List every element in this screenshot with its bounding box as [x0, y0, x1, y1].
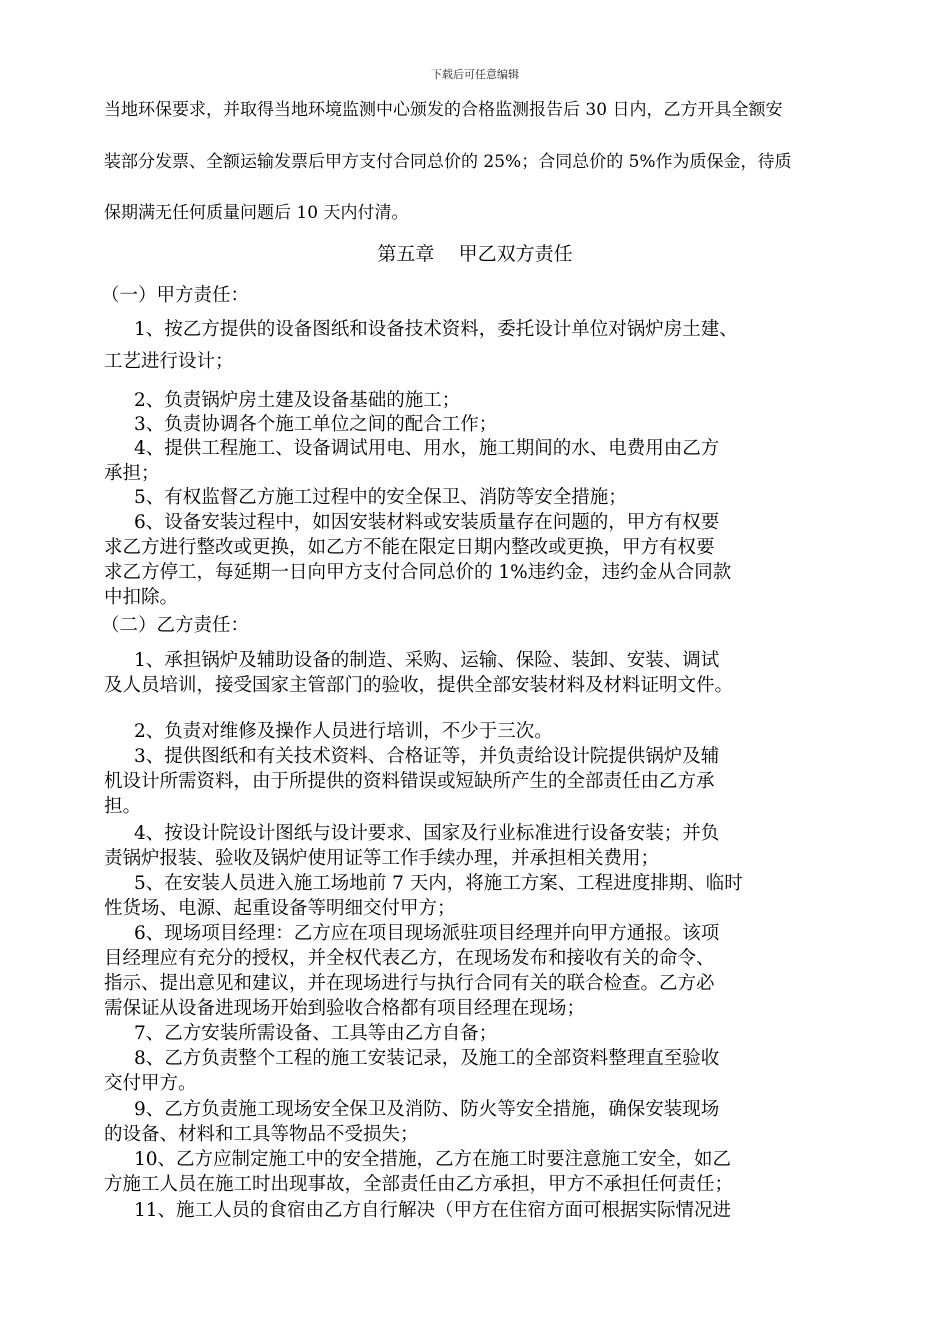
- clause-line: 6、设备安装过程中，如因安装材料或安装质量存在问题的，甲方有权要: [134, 512, 720, 533]
- section-heading: （一）甲方责任：: [101, 285, 250, 306]
- clause-line: 机设计所需资料，由于所提供的资料错误或短缺所产生的全部责任由乙方承: [104, 771, 715, 792]
- clause-line: 10、乙方应制定施工中的安全措施，乙方在施工时要注意施工安全，如乙: [134, 1149, 732, 1170]
- clause-line: 5、在安装人员进入施工场地前 7 天内，将施工方案、工程进度排期、临时: [134, 873, 743, 894]
- clause-line: 2、负责锅炉房土建及设备基础的施工；: [134, 390, 461, 411]
- section-heading: （二）乙方责任：: [101, 615, 250, 636]
- clause-line: 4、按设计院设计图纸与设计要求、国家及行业标准进行设备安装；并负: [134, 823, 720, 844]
- paragraph-line: 保期满无任何质量问题后 10 天内付清。: [104, 203, 409, 223]
- clause-line: 承担；: [104, 463, 160, 484]
- clause-line: 11、施工人员的食宿由乙方自行解决（甲方在住宿方面可根据实际情况进: [134, 1200, 732, 1221]
- clause-line: 目经理应有充分的授权，并全权代表乙方，在现场发布和接收有关的命令、: [104, 948, 715, 969]
- clause-line: 1、按乙方提供的设备图纸和设备技术资料，委托设计单位对锅炉房土建、: [134, 319, 738, 340]
- clause-line: 2、负责对维修及操作人员进行培训，不少于三次。: [134, 721, 553, 742]
- clause-line: 1、承担锅炉及辅助设备的制造、采购、运输、保险、装卸、安装、调试: [134, 650, 720, 671]
- clause-line: 交付甲方。: [104, 1073, 197, 1094]
- clause-line: 及人员培训，接受国家主管部门的验收，提供全部安装材料及材料证明文件。: [104, 675, 734, 696]
- clause-line: 4、提供工程施工、设备调试用电、用水，施工期间的水、电费用由乙方: [134, 438, 720, 459]
- paragraph-line: 当地环保要求，并取得当地环境监测中心颁发的合格监测报告后 30 日内，乙方开具全额安: [104, 100, 783, 120]
- clause-line: 5、有权监督乙方施工过程中的安全保卫、消防等安全措施；: [134, 487, 627, 508]
- clause-line: 指示、提出意见和建议，并在现场进行与执行合同有关的联合检查。乙方必: [104, 973, 715, 994]
- clause-line: 中扣除。: [104, 587, 179, 608]
- clause-line: 责锅炉报装、验收及锅炉使用证等工作手续办理，并承担相关费用；: [104, 848, 660, 869]
- clause-line: 3、负责协调各个施工单位之间的配合工作；: [134, 414, 498, 435]
- clause-line: 9、乙方负责施工现场安全保卫及消防、防火等安全措施，确保安装现场: [134, 1099, 720, 1120]
- clause-line: 担。: [104, 796, 142, 817]
- clause-line: 7、乙方安装所需设备、工具等由乙方自备；: [134, 1023, 498, 1044]
- clause-line: 性货场、电源、起重设备等明细交付甲方；: [104, 898, 456, 919]
- clause-line: 需保证从设备进现场开始到验收合格都有项目经理在现场；: [104, 998, 586, 1019]
- clause-line: 的设备、材料和工具等物品不受损失；: [104, 1124, 419, 1145]
- clause-line: 求乙方停工，每延期一日向甲方支付合同总价的 1%违约金，违约金从合同款: [104, 562, 732, 583]
- paragraph-line: 装部分发票、全额运输发票后甲方支付合同总价的 25%；合同总价的 5%作为质保金，待质: [104, 152, 792, 172]
- clause-line: 求乙方进行整改或更换，如乙方不能在限定日期内整改或更换，甲方有权要: [104, 537, 715, 558]
- clause-line: 方施工人员在施工时出现事故，全部责任由乙方承担，甲方不承担任何责任；: [104, 1174, 734, 1195]
- clause-line: 工艺进行设计；: [104, 351, 234, 372]
- page-header: 下载后可任意编辑: [431, 68, 519, 81]
- clause-line: 6、现场项目经理：乙方应在项目现场派驻项目经理并向甲方通报。该项: [134, 923, 720, 944]
- chapter-title: 第五章 甲乙双方责任: [377, 243, 573, 265]
- clause-line: 8、乙方负责整个工程的施工安装记录，及施工的全部资料整理直至验收: [134, 1048, 720, 1069]
- clause-line: 3、提供图纸和有关技术资料、合格证等，并负责给设计院提供锅炉及辅: [134, 746, 720, 767]
